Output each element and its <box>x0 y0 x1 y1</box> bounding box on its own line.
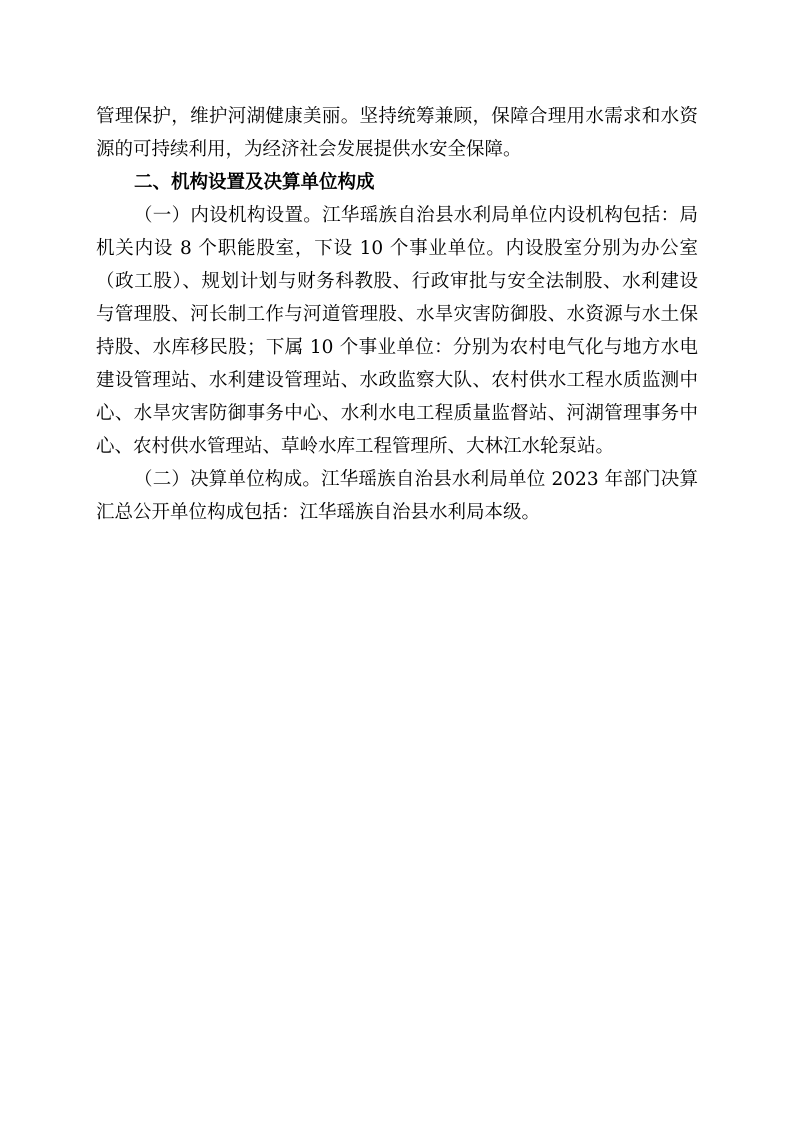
paragraph-budget-units <box>96 463 698 529</box>
para1-line-1: （一）内设机构设置。江华瑶族自治县水利局单位内设机构包括：局 <box>134 205 698 226</box>
paragraph-internal-structure <box>96 199 698 463</box>
intro-line-2: 源的可持续利用，为经济社会发展提供水安全保障。 <box>96 139 522 160</box>
para1-line-5: 持股、水库移民股；下属 10 个事业单位：分别为农村电气化与地方水电 <box>96 337 698 358</box>
para1-line-3: （政工股）、规划计划与财务科教股、行政审批与安全法制股、水利建设 <box>96 271 698 292</box>
document-page <box>96 100 698 529</box>
para1-line-7: 心、水旱灾害防御事务中心、水利水电工程质量监督站、河湖管理事务中 <box>96 403 698 424</box>
para1-line-4: 与管理股、河长制工作与河道管理股、水旱灾害防御股、水资源与水土保 <box>96 304 698 325</box>
section-heading: 二、机构设置及决算单位构成 <box>134 172 375 193</box>
para1-line-8: 心、农村供水管理站、草岭水库工程管理所、大林江水轮泵站。 <box>96 436 615 457</box>
para1-line-2: 机关内设 8 个职能股室，下设 10 个事业单位。内设股室分别为办公室 <box>96 238 698 259</box>
para1-line-6: 建设管理站、水利建设管理站、水政监察大队、农村供水工程水质监测中 <box>96 370 698 391</box>
para2-line-1: （二）决算单位构成。江华瑶族自治县水利局单位 2023 年部门决算 <box>134 469 698 490</box>
intro-paragraph <box>96 100 698 166</box>
intro-line-1: 管理保护，维护河湖健康美丽。坚持统筹兼顾，保障合理用水需求和水资 <box>96 106 698 127</box>
para2-line-2: 汇总公开单位构成包括：江华瑶族自治县水利局本级。 <box>96 502 541 523</box>
